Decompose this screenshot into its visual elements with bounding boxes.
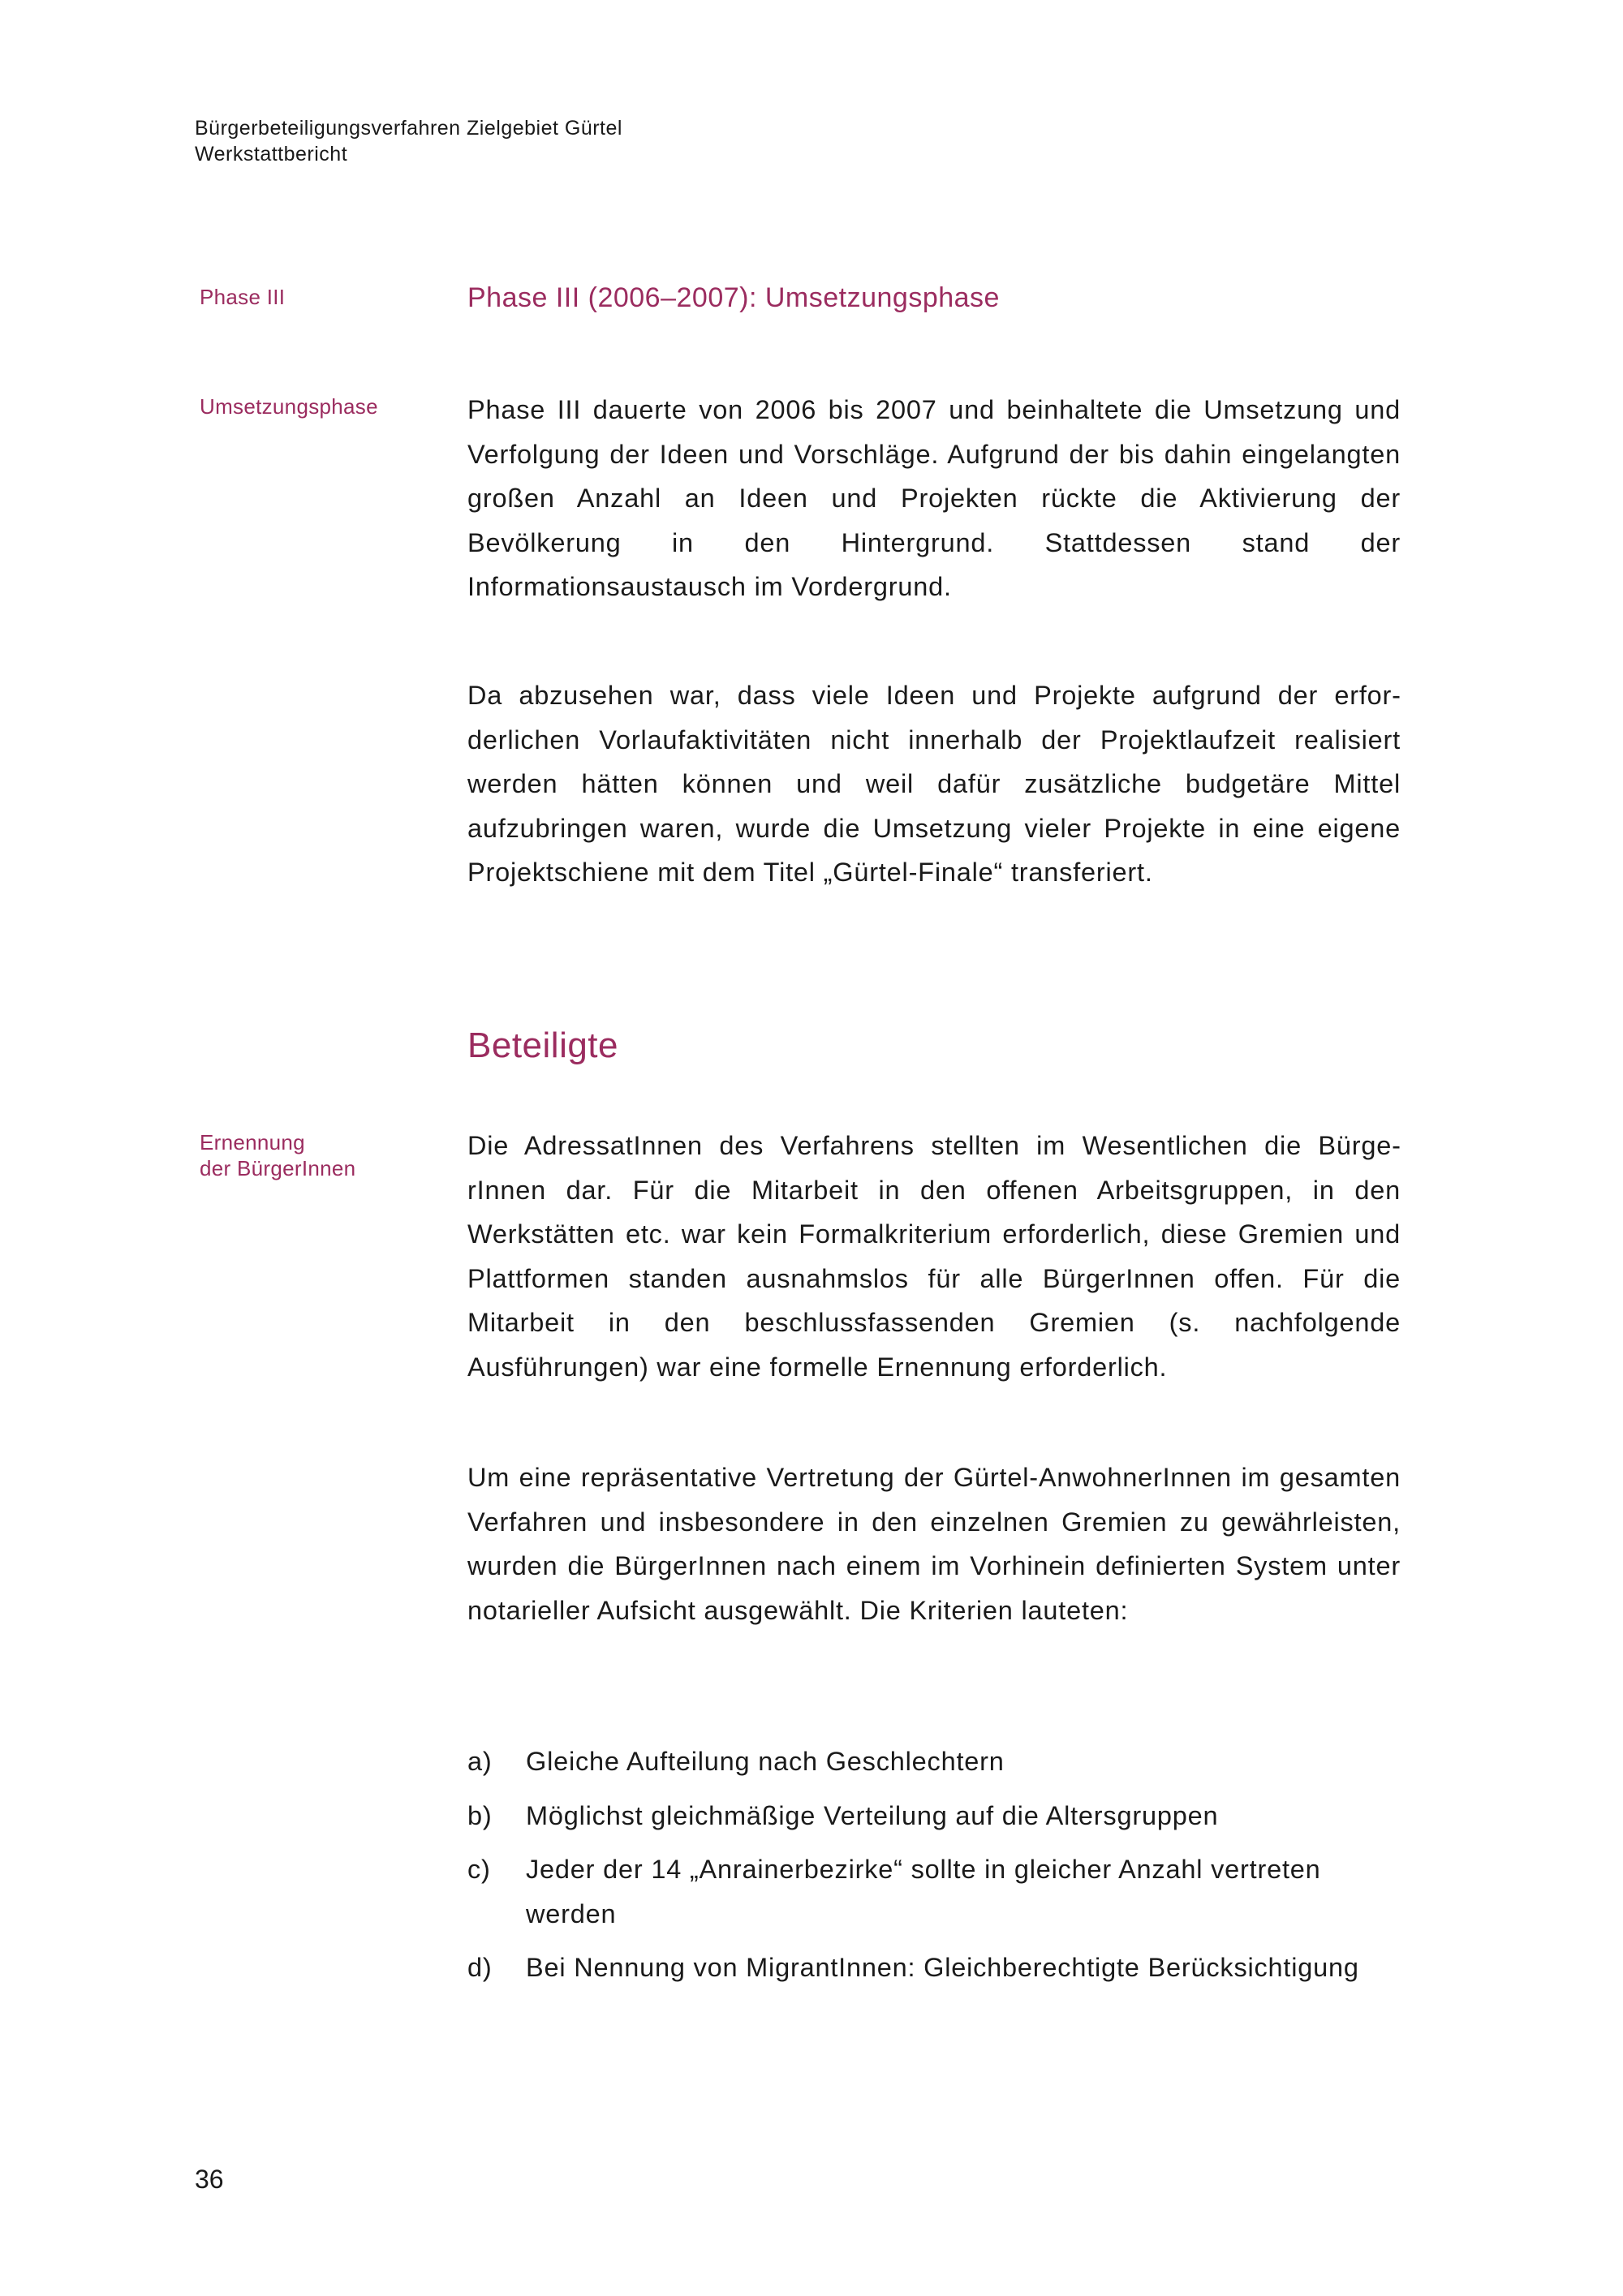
running-header: [195, 115, 622, 167]
list-item-text: Gleiche Aufteilung nach Geschlechtern: [526, 1747, 1005, 1776]
list-item-text: Jeder der 14 „Anrainerbezirke“ sollte in gleicher Anzahl vertreten werden: [526, 1855, 1321, 1928]
paragraph-beteiligte-2: Um eine repräsentative Vertretung der Gürtel-AnwohnerInnen im gesamten Verfahren und insbesondere in den einzelnen Gremien zu gewährleisten, wurden die BürgerInnen nach einem im Vorhinein definierten System unter notarieller Aufsicht ausgewählt. Die Kriterien lauteten:: [467, 1463, 1401, 1625]
margin-note-ernennung-line2: der BürgerInnen: [200, 1156, 356, 1180]
list-item: [467, 1946, 1401, 1990]
section-heading-beteiligte: Beteiligte: [467, 1025, 619, 1065]
margin-note-ernennung: [200, 1129, 355, 1181]
list-item: [467, 1739, 1401, 1784]
list-item-text: Bei Nennung von MigrantInnen: Gleichberechtigte Berücksichtigung: [526, 1953, 1359, 1982]
paragraph-beteiligte-1: Die AdressatInnen des Verfahrens stellten im Wesentlichen die BürgerInnen dar. Für die Mitarbeit in den offenen Arbeitsgruppen, in den Werkstätten etc. war kein Formalkriterium erforderlich, diese Gremien und Plattformen standen ausnahmslos für alle BürgerInnen offen. Für die Mitarbeit in den beschlussfassenden Gremien (s. nachfolgende Ausführungen) war eine formelle Ernennung erforderlich.: [467, 1131, 1401, 1382]
page-number: 36: [195, 2165, 224, 2194]
list-item: [467, 1794, 1401, 1838]
paragraph-phase-1: Phase III dauerte von 2006 bis 2007 und beinhaltete die Umsetzung und Verfolgung der Ideen und Vorschläge. Aufgrund der bis dahin eingelangten großen Anzahl an Ideen und Projekten rückte die Aktivierung der Bevölkerung in den Hintergrund. Stattdessen stand der Informationsaustausch im Vordergrund.: [467, 395, 1401, 601]
section-heading-phase-iii: Phase III (2006–2007): Umsetzungsphase: [467, 282, 1000, 313]
list-marker: d): [467, 1953, 493, 1982]
criteria-list: [467, 1739, 1401, 1990]
header-title: Bürgerbeteiligungsverfahren Zielgebiet Gürtel: [195, 117, 622, 140]
margin-note-phase: Phase III: [200, 285, 286, 309]
paragraph-phase-2: Da abzusehen war, dass viele Ideen und Projekte aufgrund der erforderlichen Vorlaufaktivitäten nicht innerhalb der Projektlaufzeit realisiert werden hätten können und weil dafür zusätzliche budgetäre Mittel aufzubringen waren, wurde die Umsetzung vieler Projekte in eine eigene Projektschiene mit dem Titel „Gürtel-Finale“ transferiert.: [467, 681, 1401, 887]
margin-note-ernennung-line1: Ernennung: [200, 1130, 305, 1154]
list-marker: a): [467, 1747, 493, 1776]
list-marker: c): [467, 1855, 491, 1884]
header-subtitle: Werkstattbericht: [195, 143, 348, 166]
list-item: [467, 1847, 1401, 1936]
list-item-text: Möglichst gleichmäßige Verteilung auf die Altersgruppen: [526, 1800, 1219, 1830]
list-marker: b): [467, 1800, 493, 1830]
margin-note-umsetzungsphase: Umsetzungsphase: [200, 394, 378, 419]
